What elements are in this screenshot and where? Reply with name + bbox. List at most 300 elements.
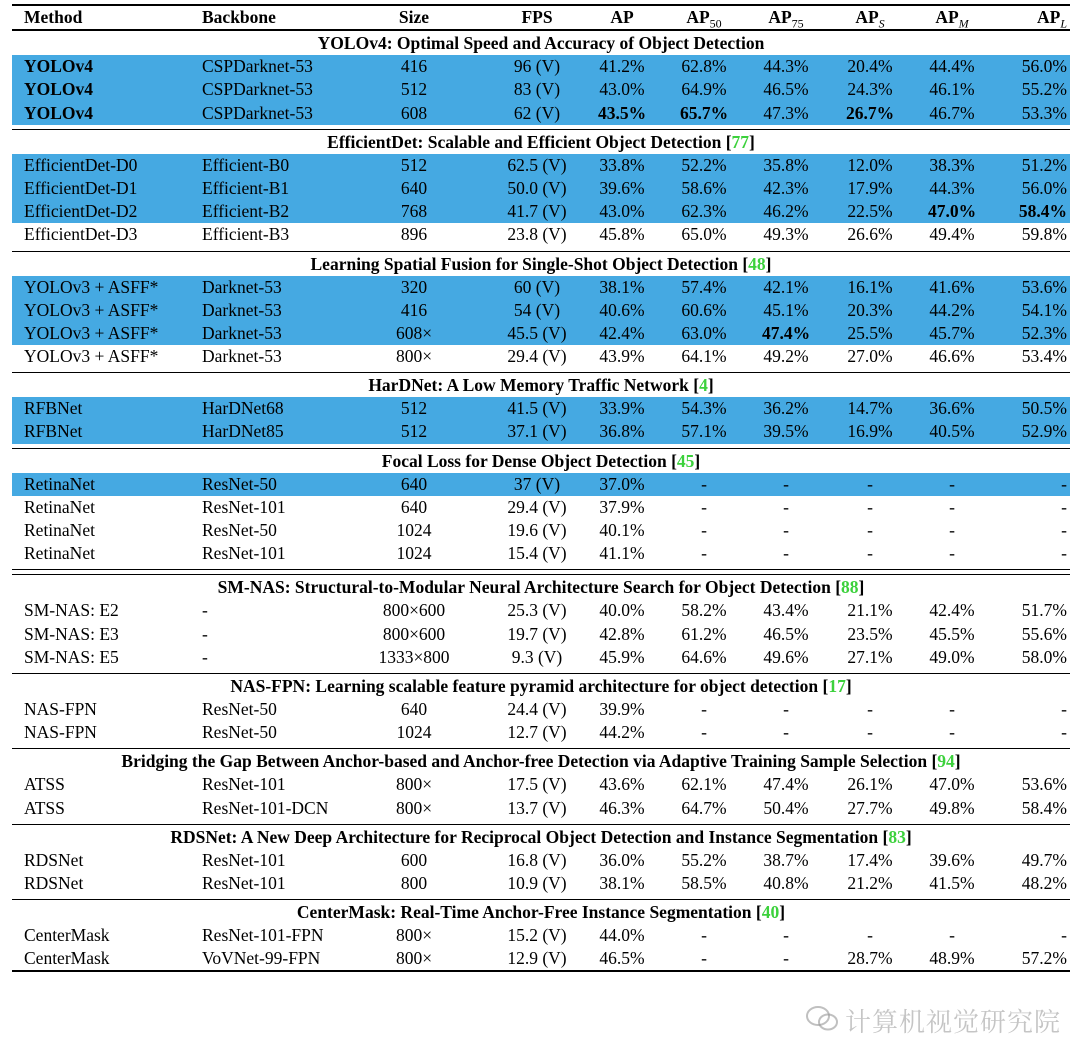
table-cell: 512 [400,79,428,100]
table-row [12,78,1070,101]
table-row [12,276,1070,299]
table-cell: 15.4 (V) [507,543,567,564]
table-cell: RDSNet [24,872,84,893]
section-title-text: Focal Loss for Dense Object Detection [381,450,667,471]
table-body [12,31,1070,970]
table-cell: SM-NAS: E5 [24,646,119,667]
table-cell: 45.1% [763,299,809,320]
header-subscript: M [958,16,969,31]
table-cell: YOLOv4 [24,79,94,100]
table-cell: YOLOv4 [24,56,94,77]
table-cell: 39.5% [763,421,809,442]
header-row [12,6,1070,29]
table-cell: NAS-FPN [24,722,97,743]
table-cell: 43.6% [599,774,645,795]
table-cell: 46.3% [599,797,645,818]
table-row [12,623,1070,646]
table-cell: 416 [400,56,428,77]
table-cell: - [867,722,873,743]
table-cell: - [1061,925,1067,946]
table-cell: 44.2% [599,722,645,743]
table-cell: 65.0% [681,224,727,245]
table-cell: 51.7% [1021,600,1067,621]
table-cell: - [202,600,208,621]
table-cell: 10.9 (V) [507,872,567,893]
table-cell: Efficient-B1 [202,177,290,198]
table-cell: - [701,543,707,564]
table-cell: 53.4% [1021,346,1067,367]
table-cell: - [701,473,707,494]
table-cell: 27.7% [847,797,893,818]
table-cell: ResNet-101 [202,849,286,870]
section-title-text: Learning Spatial Fusion for Single-Shot Object Detection [310,253,738,274]
table-cell: 52.3% [1021,322,1067,343]
table-cell: - [1061,543,1067,564]
table-cell: 19.6 (V) [507,520,567,540]
table-cell: 51.2% [1021,154,1067,175]
header-label: AP [610,7,634,27]
table-cell: 42.8% [599,623,645,644]
citation-link[interactable]: 48 [748,253,766,274]
citation-link[interactable]: 77 [731,131,750,152]
table-cell: ResNet-101 [202,496,286,517]
table-cell: 49.6% [763,646,809,667]
section-title: Learning Spatial Fusion for Single-Shot Object Detection [48] [310,253,772,274]
table-cell: 47.4% [763,774,809,795]
table-cell: - [783,948,789,969]
table-cell: 20.4% [847,56,893,77]
table-cell: 608× [395,322,433,343]
table-row [12,773,1070,796]
table-cell: ResNet-101 [202,543,286,564]
section-title-text: EfficientDet: Scalable and Efficient Object Detection [327,131,722,152]
citation-link[interactable]: 4 [699,375,708,396]
table-cell: 16.9% [847,421,893,442]
table-cell: 640 [400,496,428,517]
section-title: Bridging the Gap Between Anchor-based and Anchor-free Detection via Adaptive Training Sample Selection [94] [121,751,961,772]
table-cell: 41.2% [599,56,645,77]
citation-link[interactable]: 17 [828,675,846,696]
table-row [12,519,1070,542]
table-cell: Efficient-B0 [202,154,290,175]
table-row [12,947,1070,970]
table-row [12,872,1070,895]
citation-link[interactable]: 45 [676,450,695,471]
table-cell: 43.4% [763,600,809,621]
table-cell: 47.3% [763,102,809,123]
table-cell: - [867,496,873,517]
table-cell: 12.9 (V) [507,948,567,969]
table-cell: 57.2% [1021,948,1067,969]
table-cell: 26.1% [847,774,893,795]
table-cell: NAS-FPN [24,698,97,719]
table-cell: 49.0% [929,646,975,667]
table-row [12,397,1070,420]
table-cell: 54.3% [681,398,727,419]
table-cell: Darknet-53 [202,299,282,320]
table-cell: 9.3 (V) [511,646,563,667]
table-cell: 23.5% [847,623,893,644]
header-subscript: 50 [709,16,722,31]
table-cell: 24.4 (V) [507,698,567,719]
table-cell: 24.3% [847,79,893,100]
table-cell: 43.9% [599,346,645,367]
table-cell: 83 (V) [513,79,561,100]
table-cell: - [867,473,873,494]
wechat-icon [805,1004,839,1034]
table-cell: Efficient-B2 [202,201,290,222]
table-cell: 46.7% [929,102,975,123]
table-cell: 40.1% [599,520,645,540]
table-cell: RetinaNet [24,496,95,517]
table-cell: 48.9% [929,948,975,969]
table-cell: - [867,925,873,946]
table-cell: 41.5 (V) [507,398,567,419]
table-cell: 49.8% [929,797,975,818]
table-cell: 47.0% [929,774,975,795]
table-cell: - [1061,520,1067,540]
table-cell: 49.4% [929,224,975,245]
table-cell: YOLOv3 + ASFF* [24,346,159,367]
table-cell: - [1061,496,1067,517]
table-cell: 53.6% [1021,774,1067,795]
section-title-text: Bridging the Gap Between Anchor-based and Anchor-free Detection via Adaptive Training Sample Selection [121,751,928,772]
table-cell: 1024 [396,722,432,743]
table-cell: 45.5% [929,623,975,644]
table-cell: - [783,925,789,946]
table-cell: - [202,623,208,644]
table-cell: RetinaNet [24,473,95,494]
table-row [12,473,1070,496]
section-title-text: CenterMask: Real-Time Anchor-Free Instance Segmentation [296,902,752,923]
table-cell: ResNet-101-FPN [202,925,324,946]
section-title-text: SM-NAS: Structural-to-Modular Neural Architecture Search for Object Detection [217,577,831,598]
table-cell: YOLOv3 + ASFF* [24,276,159,297]
table-cell: - [949,473,955,494]
table-cell: 15.2 (V) [507,925,567,946]
table-cell: 38.7% [763,849,809,870]
table-cell: Darknet-53 [202,322,282,343]
table-cell: 49.2% [763,346,809,367]
table-cell: 47.4% [761,322,811,343]
table-cell: 96 (V) [513,56,561,77]
table-cell: 48.2% [1021,872,1067,893]
table-cell: 44.3% [763,56,809,77]
table-cell: 28.7% [847,948,893,969]
table-cell: 640 [400,473,428,494]
table-cell: 40.8% [763,872,809,893]
table-cell: 800× [395,774,433,795]
header-cell [577,6,667,29]
table-cell: ResNet-101-DCN [202,797,329,818]
table-cell: 17.4% [847,849,893,870]
table-cell: 46.1% [929,79,975,100]
table-cell: 55.2% [681,849,727,870]
table-cell: 800× [395,925,433,946]
table-cell: 64.6% [681,646,727,667]
citation-link[interactable]: 94 [937,751,955,772]
table-cell: - [783,473,789,494]
table-cell: 33.9% [599,398,645,419]
section-title: EfficientDet: Scalable and Efficient Object Detection [77] [327,131,755,152]
table-row [12,177,1070,200]
table-cell: HarDNet85 [202,421,284,442]
table-cell: 27.0% [847,346,893,367]
table-cell: 512 [400,398,428,419]
table-cell: ResNet-101 [202,872,286,893]
table-cell: 42.4% [599,322,645,343]
table-cell: 14.7% [847,398,893,419]
table-cell: 16.1% [847,276,893,297]
table-row [12,924,1070,947]
table-cell: 33.8% [599,154,645,175]
table-cell: 43.0% [599,201,645,222]
table-row [12,542,1070,565]
watermark-text: 计算机视觉研究院 [845,1008,1062,1038]
table-cell: 62.3% [681,201,727,222]
table-cell: 60 (V) [513,276,561,297]
table-cell: 36.8% [599,421,645,442]
header-cell [354,6,474,29]
table-cell: - [949,520,955,540]
table-cell: 62.8% [681,56,727,77]
table-cell: 23.8 (V) [507,224,567,245]
table-cell: RetinaNet [24,520,95,540]
table-cell: 46.5% [763,79,809,100]
table-cell: 44.3% [929,177,975,198]
table-cell: 60.6% [681,299,727,320]
table-cell: - [949,698,955,719]
table-cell: 29.4 (V) [507,496,567,517]
table-cell: ATSS [24,774,65,795]
results-table [12,0,1070,972]
table-cell: 36.6% [929,398,975,419]
table-row [12,797,1070,820]
table-cell: - [949,496,955,517]
table-cell: 63.0% [681,322,727,343]
table-cell: 35.8% [763,154,809,175]
table-row [12,154,1070,177]
table-cell: 40.0% [599,600,645,621]
header-label: Backbone [202,7,276,27]
table-cell: 37.0% [599,473,645,494]
table-cell: - [783,496,789,517]
table-cell: 44.0% [599,925,645,946]
table-cell: CSPDarknet-53 [202,102,313,123]
table-cell: ATSS [24,797,65,818]
table-cell: 64.1% [681,346,727,367]
bottom-rule [12,970,1070,972]
table-cell: 27.1% [847,646,893,667]
table-cell: 44.4% [929,56,975,77]
table-row [12,599,1070,622]
table-cell: YOLOv4 [24,102,94,123]
table-cell: 46.6% [929,346,975,367]
table-cell: RFBNet [24,421,83,442]
table-cell: 58.0% [1021,646,1067,667]
header-subscript: S [878,16,885,31]
table-cell: ResNet-50 [202,698,277,719]
table-cell: 54 (V) [513,299,561,320]
table-cell: 50.5% [1021,398,1067,419]
citation-link[interactable]: 88 [841,577,859,598]
table-row [12,698,1070,721]
table-cell: 21.2% [847,872,893,893]
table-cell: 38.1% [599,872,645,893]
table-row [12,102,1070,125]
table-cell: 57.1% [681,421,727,442]
header-cell [907,6,997,29]
table-cell: 58.4% [1021,797,1067,818]
header-cell [987,6,1067,29]
table-cell: 800× [395,948,433,969]
table-cell: - [783,543,789,564]
table-cell: 41.5% [929,872,975,893]
table-cell: - [701,948,707,969]
header-subscript: L [1060,16,1067,31]
section-title-text: RDSNet: A New Deep Architecture for Reciprocal Object Detection and Instance Segmentation [170,826,879,847]
table-cell: 800× [395,797,433,818]
table-cell: 42.3% [763,177,809,198]
table-cell: 44.2% [929,299,975,320]
table-cell: RDSNet [24,849,84,870]
table-cell: - [867,543,873,564]
table-cell: 37.9% [599,496,645,517]
header-label: AP [935,7,959,27]
header-cell [24,6,82,29]
table-cell: CSPDarknet-53 [202,79,313,100]
table-cell: 39.9% [599,698,645,719]
table-cell: ResNet-50 [202,520,277,540]
table-cell: EfficientDet-D3 [24,224,138,245]
table-cell: 640 [400,698,428,719]
table-cell: 62.1% [681,774,727,795]
header-label: Method [24,7,83,27]
table-row [12,420,1070,443]
table-cell: 55.6% [1021,623,1067,644]
table-cell: 800×600 [382,623,446,644]
section-title: RDSNet: A New Deep Architecture for Reciprocal Object Detection and Instance Segmentation [83] [170,826,912,847]
table-cell: 56.0% [1021,56,1067,77]
table-cell: 46.5% [599,948,645,969]
table-cell: Darknet-53 [202,346,282,367]
table-cell: 45.7% [929,322,975,343]
table-cell: 43.0% [599,79,645,100]
table-cell: - [867,520,873,540]
header-label: AP [1036,7,1061,27]
table-row [12,322,1070,345]
table-cell: 512 [400,154,428,175]
table-cell: 45.8% [599,224,645,245]
table-cell: 52.2% [681,154,727,175]
table-cell: - [949,722,955,743]
section-title: Focal Loss for Dense Object Detection [45] [381,450,701,471]
table-cell: ResNet-50 [202,722,277,743]
section-title-text: YOLOv4: Optimal Speed and Accuracy of Object Detection [317,33,765,54]
table-cell: 22.5% [847,201,893,222]
table-cell: 20.3% [847,299,893,320]
table-cell: 800 [400,872,428,893]
header-label: AP [686,7,710,27]
table-row [12,200,1070,223]
table-row [12,496,1070,519]
table-cell: 57.4% [681,276,727,297]
table-cell: 19.7 (V) [507,623,567,644]
table-cell: 47.0% [927,201,977,222]
table-cell: ResNet-50 [202,473,277,494]
table-cell: 42.4% [929,600,975,621]
section-title: SM-NAS: Structural-to-Modular Neural Architecture Search for Object Detection [88] [217,577,865,598]
table-cell: 38.1% [599,276,645,297]
table-cell: 58.6% [681,177,727,198]
table-cell: - [1061,722,1067,743]
table-cell: 41.1% [599,543,645,564]
header-cell [825,6,915,29]
citation-link[interactable]: 83 [888,826,906,847]
table-cell: 39.6% [599,177,645,198]
table-cell: 50.4% [763,797,809,818]
table-cell: RFBNet [24,398,83,419]
section-title-text: NAS-FPN: Learning scalable feature pyramid architecture for object detection [230,675,819,696]
table-row [12,646,1070,669]
table-cell: 416 [400,299,428,320]
table-cell: CSPDarknet-53 [202,56,313,77]
section-title: NAS-FPN: Learning scalable feature pyramid architecture for object detection [17] [230,675,852,696]
table-cell: VoVNet-99-FPN [202,948,321,969]
table-cell: 600 [400,849,428,870]
table-cell: 320 [400,276,428,297]
section-title [12,31,1070,55]
table-cell: CenterMask [24,925,110,946]
table-cell: 25.5% [847,322,893,343]
table-cell: 37.1 (V) [507,421,567,442]
table-cell: - [783,722,789,743]
table-cell: 768 [400,201,428,222]
table-cell: 13.7 (V) [507,797,567,818]
table-cell: - [867,698,873,719]
table-cell: Efficient-B3 [202,224,290,245]
table-cell: 36.0% [599,849,645,870]
table-cell: EfficientDet-D1 [24,177,138,198]
table-cell: 17.9% [847,177,893,198]
table-row [12,223,1070,246]
table-cell: 42.1% [763,276,809,297]
table-cell: 53.3% [1021,102,1067,123]
table-cell: 800× [395,346,433,367]
table-cell: 64.9% [681,79,727,100]
citation-link[interactable]: 40 [761,902,780,923]
watermark [805,1000,1075,1040]
table-cell: YOLOv3 + ASFF* [24,322,159,343]
table-cell: 46.2% [763,201,809,222]
table-cell: - [783,698,789,719]
table-cell: 50.0 (V) [507,177,567,198]
table-cell: 26.6% [847,224,893,245]
table-cell: 512 [400,421,428,442]
table-cell: 21.1% [847,600,893,621]
table-cell: YOLOv3 + ASFF* [24,299,159,320]
table-cell: 40.5% [929,421,975,442]
header-cell [741,6,831,29]
table-cell: 17.5 (V) [507,774,567,795]
table-cell: 64.7% [681,797,727,818]
table-cell: 1333×800 [378,646,450,667]
header-subscript: 75 [791,16,804,31]
table-cell: - [949,925,955,946]
table-cell: - [1061,473,1067,494]
table-cell: - [783,520,789,540]
table-cell: 46.5% [763,623,809,644]
